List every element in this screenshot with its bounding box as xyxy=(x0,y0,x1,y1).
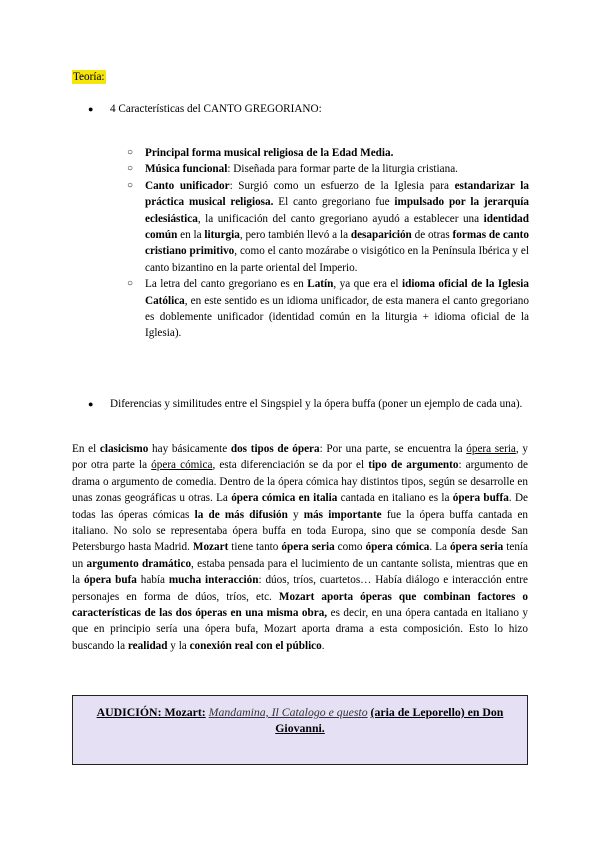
sub-list-item xyxy=(124,161,529,177)
sub-item-run: , como el canto mozárabe o visigótico en la Península Ibérica y el canto bizantino en la parte oriental del Imperio. xyxy=(145,245,529,274)
sub-item-run: en la xyxy=(177,229,205,242)
sub-item-run: liturgia xyxy=(204,229,240,242)
paragraph-run: ópera buffa xyxy=(452,492,509,505)
paragraph-run: tiene tanto xyxy=(228,541,282,554)
sub-item-run: , en este sentido es un idioma unificador, de esta manera el canto gregoriano es doblemente unificador (identidad común en la liturgia + idioma oficial de la Iglesia). xyxy=(145,294,529,340)
paragraph-run: Mozart xyxy=(192,541,229,554)
paragraph-run: y xyxy=(287,508,304,521)
body-paragraph xyxy=(72,441,528,654)
paragraph-run: ópera seria xyxy=(449,541,504,554)
sub-item-run: : Diseñada para formar parte de la liturgia cristiana. xyxy=(227,163,458,176)
paragraph-run: clasicismo xyxy=(99,443,149,455)
paragraph-run: : Por una parte, se encuentra la xyxy=(319,443,467,455)
paragraph-run: conexión real con el público xyxy=(189,639,322,652)
list-item-text: 4 Características del CANTO GREGORIANO: xyxy=(110,103,322,115)
circle-bullet-icon: ○ xyxy=(127,179,134,191)
sub-item-run: El canto gregoriano fue xyxy=(273,196,395,209)
audition-box xyxy=(72,695,528,765)
paragraph-run: cantada en italiano es la xyxy=(337,492,453,505)
sub-item-run: de otras xyxy=(411,229,453,242)
paragraph-run: argumento dramático xyxy=(86,557,192,570)
sub-item-run: identidad común xyxy=(145,212,529,242)
sub-item-run: La letra del canto gregoriano es en xyxy=(145,278,308,291)
sub-list-item xyxy=(124,276,529,342)
paragraph-run: , estaba pensada para el lucimiento de un cantante solista, mientras que en la xyxy=(72,557,528,587)
audition-rest: (aria de Leporello) en Don Giovanni. xyxy=(275,705,504,735)
paragraph-run: fue la ópera buffa cantada en italiano. No solo se representaba ópera buffa en toda Europa, sino que se componía desde San Petersburgo hasta Madrid. xyxy=(72,508,529,554)
sub-item-run: Principal forma musical religiosa de la Edad Media. xyxy=(145,147,394,159)
audition-label: AUDICIÓN: Mozart: xyxy=(96,705,206,719)
paragraph-run: es decir, en una ópera cantada en italiano y que en principio sería una ópera bufa, Mozart aporta drama a esta composición. Esto lo hizo buscando la xyxy=(72,607,528,652)
paragraph-run: En el xyxy=(72,443,100,455)
list-item-text: Diferencias y similitudes entre el Singspiel y la ópera buffa (poner un ejemplo de cada una). xyxy=(110,398,523,410)
sub-item-run: idioma oficial de la Iglesia Católica xyxy=(145,278,529,307)
paragraph-run: tenía un xyxy=(72,541,528,570)
paragraph-run: , esta diferenciación se da por el xyxy=(212,459,369,472)
paragraph-run: , y por otra parte la xyxy=(72,443,528,472)
bullet-icon: ● xyxy=(88,104,94,114)
paragraph-run: realidad xyxy=(127,639,168,652)
circle-bullet-icon: ○ xyxy=(127,278,134,290)
sub-list-item xyxy=(124,178,529,276)
paragraph-run: había xyxy=(136,574,169,587)
sub-item-run: Canto unificador xyxy=(145,179,230,192)
paragraph-run: . xyxy=(321,639,325,652)
paragraph-run: y la xyxy=(167,639,190,652)
paragraph-run: . La xyxy=(429,541,450,554)
audition-work: Mandamina, Il Catalogo e questo xyxy=(208,705,368,719)
sub-item-run: , ya que era el xyxy=(333,278,402,291)
paragraph-run: la de más difusión xyxy=(194,508,288,521)
paragraph-run: como xyxy=(334,541,366,554)
paragraph-run: ópera cómica xyxy=(365,541,430,554)
paragraph-run: ópera seria xyxy=(466,443,516,455)
paragraph-run: : argumento de drama o argumento de comedia. Dentro de la ópera cómica hay distintos tipos, según se desarrolle en unas zonas geográficas u otras. La xyxy=(72,459,528,505)
paragraph-run: ópera seria xyxy=(281,541,335,554)
paragraph-run: . De todas las óperas cómicas xyxy=(72,492,528,521)
paragraph-run: más importante xyxy=(303,508,382,521)
paragraph-run: Mozart aporta óperas que combinan factores o características de las dos óperas en una misma obra, xyxy=(72,590,528,620)
sub-item-run: , pero también llevó a la xyxy=(239,229,351,242)
circle-bullet-icon: ○ xyxy=(127,147,134,158)
sub-item-run: estandarizar la práctica musical religiosa. xyxy=(145,179,529,209)
sub-item-run: formas de canto cristiano primitivo xyxy=(145,229,529,258)
sub-item-run: Música funcional xyxy=(145,163,228,176)
bullet-icon: ● xyxy=(88,399,94,409)
circle-bullet-icon: ○ xyxy=(127,163,134,175)
sub-item-run: , la unificación del canto gregoriano ayudó a establecer una xyxy=(197,212,484,225)
paragraph-run: ópera bufa xyxy=(83,574,137,587)
paragraph-run: mucha interacción xyxy=(168,574,259,587)
paragraph-run: dos tipos de ópera xyxy=(230,443,320,455)
sub-list-item xyxy=(124,145,529,161)
paragraph-run: ópera cómica xyxy=(151,459,213,472)
paragraph-run: : dúos, tríos, cuartetos… Había diálogo e interacción entre personajes en forma de dúos, tríos, etc. xyxy=(72,574,528,603)
paragraph-run: tipo de argumento xyxy=(368,459,459,472)
sub-item-run: impulsado por la jerarquía eclesiástica xyxy=(145,196,530,225)
section-heading: Teoría: xyxy=(73,71,105,83)
sub-item-run: Latín xyxy=(307,278,334,291)
paragraph-run: ópera cómica en italia xyxy=(231,492,338,505)
sub-list xyxy=(124,145,529,342)
paragraph-run: hay básicamente xyxy=(148,443,231,455)
sub-item-run: desaparición xyxy=(350,229,412,242)
sub-item-run: : Surgió como un esfuerzo de la Iglesia para xyxy=(229,179,455,192)
